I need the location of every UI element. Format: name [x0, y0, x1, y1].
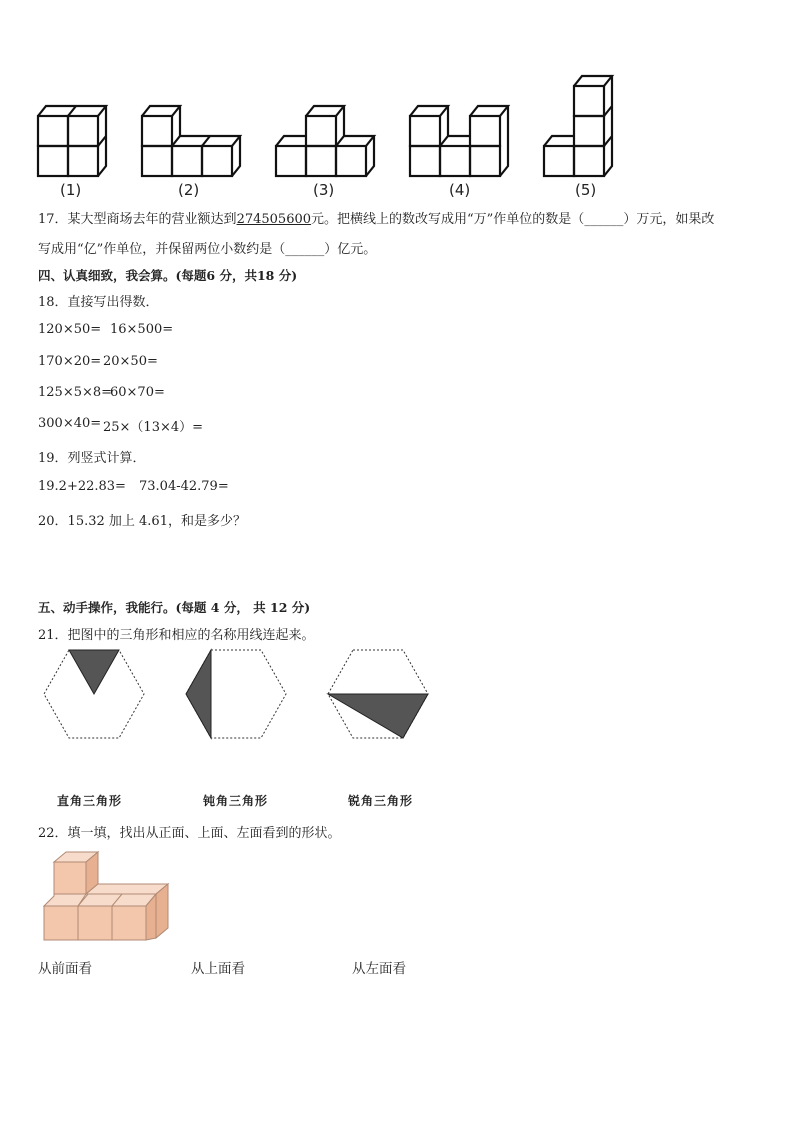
figure-label-3: (3) [313, 181, 335, 199]
hexagon-obtuse-triangle [184, 648, 288, 742]
calc-item: 20×50= [103, 354, 158, 369]
triangle-name-right: 直角三角形 [57, 794, 123, 808]
hexagon-right-triangle [42, 648, 146, 742]
cube-figure-1 [36, 100, 116, 180]
calc-item: 25×（13×4）= [103, 420, 204, 435]
question-17-line2 [38, 238, 376, 257]
calc-item: 19.2+22.83= [38, 479, 126, 494]
cube-figure-5 [542, 74, 622, 180]
calc-item: 170×20= [38, 354, 102, 369]
view-front-label: 从前面看 [38, 961, 92, 977]
question-21-title: 21．把图中的三角形和相应的名称用线连起来。 [38, 628, 315, 643]
question-text: ）万元，如果改 [623, 212, 715, 227]
figure-label-2: (2) [178, 181, 200, 199]
cube-figure-3 [274, 100, 384, 180]
revenue-amount: 274505600 [236, 212, 312, 227]
cube-figure-4 [408, 100, 518, 180]
figure-label-4: (4) [449, 181, 471, 199]
figure-label-1: (1) [60, 181, 82, 199]
hexagon-acute-triangle [326, 648, 430, 742]
question-17-line1 [38, 208, 714, 227]
question-20-title: 20．15.32 加上 4.61，和是多少？ [38, 514, 246, 529]
figure-label-5: (5) [575, 181, 597, 199]
view-left-label: 从左面看 [352, 961, 406, 977]
question-text: 元。把横线上的数改写成用“万”作单位的数是（ [311, 212, 585, 227]
calc-item: 16×500= [110, 322, 174, 337]
triangle-name-obtuse: 钝角三角形 [203, 794, 269, 808]
question-text: 某大型商场去年的营业额达到 [67, 212, 237, 227]
question-number: 17． [38, 212, 68, 227]
question-19-title: 19．列竖式计算． [38, 451, 146, 466]
answer-blank[interactable]: ______ [584, 212, 624, 227]
calc-item: 120×50= [38, 322, 102, 337]
cube-stack-figure [44, 850, 170, 942]
calc-item: 300×40= [38, 416, 102, 431]
question-22-title: 22．填一填，找出从正面、上面、左面看到的形状。 [38, 826, 341, 841]
triangle-name-acute: 锐角三角形 [348, 794, 414, 808]
question-18-title: 18．直接写出得数． [38, 295, 159, 310]
section-4-title: 四、认真细致，我会算。(每题6 分，共18 分) [38, 268, 298, 283]
calc-item: 60×70= [110, 385, 165, 400]
answer-blank[interactable]: ______ [285, 242, 325, 257]
question-text: ）亿元。 [324, 242, 377, 257]
cube-figure-2 [140, 100, 250, 180]
section-5-title: 五、动手操作，我能行。(每题 4 分， 共 12 分) [38, 600, 311, 615]
calc-item: 125×5×8= [38, 385, 113, 400]
view-top-label: 从上面看 [191, 961, 245, 977]
question-text: 写成用“亿”作单位，并保留两位小数约是（ [38, 242, 286, 257]
calc-item: 73.04-42.79= [139, 479, 229, 494]
